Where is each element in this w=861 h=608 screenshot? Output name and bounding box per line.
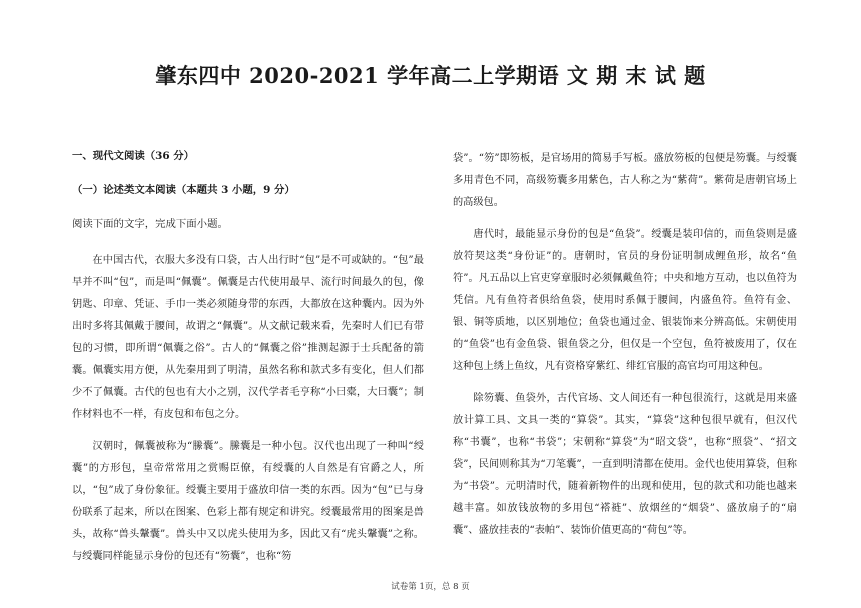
page-footer: 试卷第 1页，总 8 页 (391, 582, 470, 592)
passage-paragraph-2: 汉朝时，佩囊被称为“縢囊”。縢囊是一种小包。汉代也出现了一种叫“绶囊”的方形包，皇帝常常用之赏赐臣僚，有绶囊的人自然是有官爵之人，所以，“包”成了身份象征。绶囊主要用于盛放印信一类的东西。因为“包”已与身份联系了起来，所以在图案、色彩上都有规定和讲究。绶囊最常用的图案是兽头，故称“兽头鞶囊”。兽头中又以虎头使用为多，因此又有“虎头鞶囊”之称。与绶囊同样能显示身份的包还有“笏囊”，也称“笏 (72, 441, 424, 562)
subsection-heading-argumentative-text: （一）论述类文本阅读（本题共 3 小题，9 分） (72, 184, 295, 196)
passage-paragraph-1: 在中国古代，衣服大多没有口袋，古人出行时“包”是不可或缺的。“包”最早并不叫“包”，而是叫“佩囊”。佩囊是古代使用最早、流行时间最久的包，像钥匙、印章、凭证、手巾一类必须随身带的东西，大都放在这种囊内。因为外出时多将其佩戴于腰间，故谓之“佩囊”。从文献记载来看，先秦时人们已有带包的习惯，即所谓“佩囊之俗”。古人的“佩囊之俗”推测起源于士兵配备的箭囊。佩囊实用方便，从先秦用到了明清，虽然名称和款式多有变化，但人们都少不了佩囊。古代的包也有大小之别，汉代学者毛亨称“小曰橐，大曰囊”；制作材料也不一样，有皮包和布包之分。 (72, 255, 424, 420)
right-column (453, 148, 797, 552)
passage-paragraph-4: 除笏囊、鱼袋外，古代官场、文人间还有一种包很流行，这就是用来盛放计算工具、文具一类的“算袋”。其实，“算袋”这种包很早就有，但汉代称“书囊”，也称“书袋”；宋朝称“算袋”为“昭文袋”，也称“照袋”、“招文袋”，民间则称其为“刀笔囊”，一直到明清都在使用。金代也使用算袋，但称为“书袋”。元明清时代，随着新物件的出现和使用，包的款式和功能也越来越丰富。如放钱放物的多用包“褡裢”、放烟丝的“烟袋”、盛放扇子的“扇囊”、盛放挂表的“表帕”、装饰价值更高的“荷包”等。 (453, 393, 797, 536)
section-heading-modern-reading: 一、现代文阅读（36 分） (72, 150, 194, 162)
reading-instruction: 阅读下面的文字，完成下面小题。 (72, 218, 228, 230)
passage-paragraph-3: 唐代时，最能显示身份的包是“鱼袋”。绶囊是装印信的，而鱼袋则是盛放符契这类“身份证”的。唐朝时，官员的身份证明制成鲤鱼形，故名“鱼符”。凡五品以上官吏穿章服时必须佩戴鱼符；中央和地方互动，也以鱼符为凭信。凡有鱼符者俱给鱼袋，使用时系佩于腰间，内盛鱼符。鱼符有金、银、铜等质地，以区别地位；鱼袋也通过金、银装饰来分辨高低。宋朝使用的“鱼袋”也有金鱼袋、银鱼袋之分，但仅是一个空包，鱼符被废用了，仅在这种包上绣上鱼纹，凡有资格穿紫红、绯红官服的高官均可用这种包。 (453, 229, 797, 372)
passage-paragraph-2-continued: 袋”。“笏”即笏板，是官场用的简易手写板。盛放笏板的包便是笏囊。与绶囊多用青色不同，高级笏囊多用紫色，古人称之为“紫荷”。紫荷是唐朝官场上的高级包。 (453, 153, 797, 208)
left-column (72, 148, 424, 578)
exam-title: 肇东四中 2020-2021 学年高二上学期语 文 期 末 试 题 (155, 63, 706, 88)
